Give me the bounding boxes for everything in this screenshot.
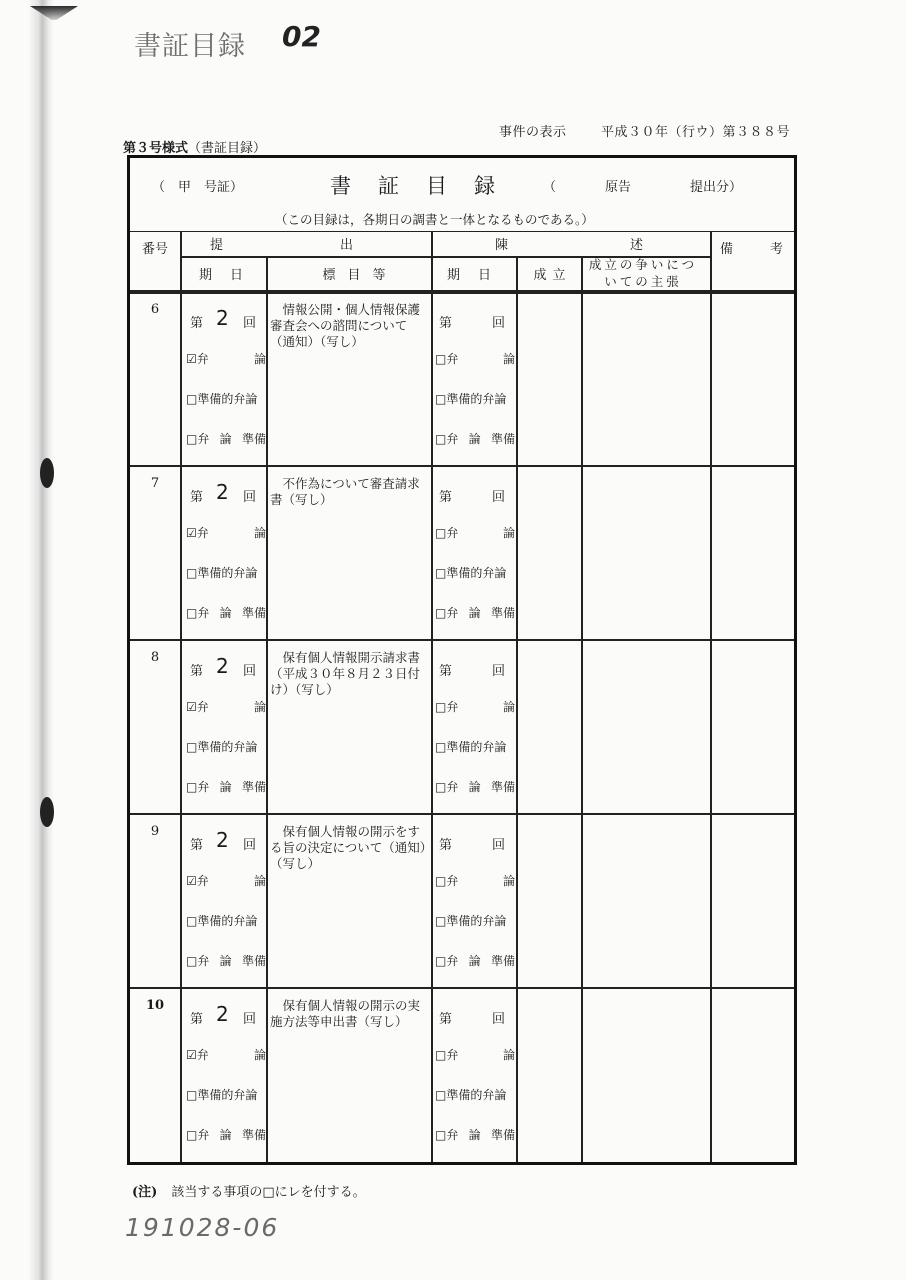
exhibit-number: 7 (150, 476, 160, 491)
exhibit-number: 6 (150, 302, 160, 317)
statement-session-dai: 第 (439, 1012, 453, 1027)
col-submit-2: 出 (340, 238, 354, 253)
statement-checkbox-preparation[interactable]: □弁 論 準備 (435, 606, 515, 620)
checkbox-preparation[interactable]: □弁 論 準備 (186, 780, 266, 794)
checkbox-oral-argument[interactable]: ☑弁 論 (186, 526, 266, 540)
col-date: 期日 (198, 268, 261, 283)
statement-checkbox-oral[interactable]: □弁 論 (435, 1048, 515, 1062)
footer-text: 該当する事項の□にレを付する。 (171, 1185, 366, 1200)
checkbox-preparatory-oral[interactable]: □準備的弁論 (186, 566, 258, 580)
exhibit-number: 9 (150, 824, 160, 839)
session-kai: 回 (243, 1012, 257, 1027)
statement-checkbox-oral[interactable]: □弁 論 (435, 352, 515, 366)
session-number: 2 (216, 306, 229, 330)
statement-checkbox-preparatory[interactable]: □準備的弁論 (435, 392, 507, 406)
exhibit-title: 保有個人情報開示請求書（平成３０年８月２３日付け）（写し） (270, 650, 421, 697)
footer-mark: (注) (132, 1185, 158, 1200)
table-row (130, 292, 794, 466)
exhibit-table (127, 155, 797, 1165)
session-kai: 回 (243, 490, 257, 505)
session-dai: 第 (190, 664, 204, 679)
case-number: 平成３０年（行ウ）第３８８号 (601, 125, 791, 140)
col-statement-2: 述 (630, 238, 644, 253)
statement-checkbox-preparatory[interactable]: □準備的弁論 (435, 1088, 507, 1102)
handwritten-number: 02 (282, 20, 321, 53)
statement-session-kai: 回 (492, 838, 506, 853)
exhibit-title: 情報公開・個人情報保護審査会への諮問について（通知）（写し） (270, 302, 421, 349)
binding-shadow (28, 0, 54, 1280)
session-kai: 回 (243, 838, 257, 853)
statement-session-kai: 回 (492, 664, 506, 679)
session-kai: 回 (243, 316, 257, 331)
session-number: 2 (216, 480, 229, 504)
statement-checkbox-preparatory[interactable]: □準備的弁論 (435, 566, 507, 580)
statement-checkbox-preparatory[interactable]: □準備的弁論 (435, 740, 507, 754)
statement-session-kai: 回 (492, 1012, 506, 1027)
table-row (130, 814, 794, 988)
col-dispute: 成立の争いについての主張 (588, 257, 698, 289)
punch-hole (40, 458, 54, 488)
checkbox-oral-argument[interactable]: ☑弁 論 (186, 352, 266, 366)
case-label: 事件の表示 (499, 125, 567, 140)
statement-checkbox-preparation[interactable]: □弁 論 準備 (435, 954, 515, 968)
session-number: 2 (216, 1002, 229, 1026)
checkbox-preparation[interactable]: □弁 論 準備 (186, 606, 266, 620)
party: 原告 (605, 180, 632, 195)
checkbox-preparatory-oral[interactable]: □準備的弁論 (186, 740, 258, 754)
statement-checkbox-oral[interactable]: □弁 論 (435, 700, 515, 714)
session-number: 2 (216, 828, 229, 852)
col-date-statement: 期日 (446, 268, 509, 283)
session-dai: 第 (190, 490, 204, 505)
session-number: 2 (216, 654, 229, 678)
col-remarks-2: 考 (770, 242, 784, 257)
punch-hole (40, 797, 54, 827)
checkbox-oral-argument[interactable]: ☑弁 論 (186, 874, 266, 888)
exhibit-number: 8 (150, 650, 160, 665)
submission-label: 提出分） (690, 180, 743, 195)
col-title: 標目等 (322, 268, 398, 283)
col-remarks-1: 備 (720, 242, 734, 257)
form-label (123, 137, 266, 156)
table-row (130, 640, 794, 814)
checkbox-preparatory-oral[interactable]: □準備的弁論 (186, 392, 258, 406)
footer-note (132, 1181, 366, 1200)
checkbox-mark: ☑ (186, 352, 197, 366)
statement-checkbox-preparation[interactable]: □弁 論 準備 (435, 1128, 515, 1142)
checkbox-preparatory-oral[interactable]: □準備的弁論 (186, 1088, 258, 1102)
exhibit-title: 保有個人情報の開示の実施方法等申出書（写し） (270, 998, 421, 1029)
checkbox-mark: ☑ (186, 1048, 197, 1062)
statement-checkbox-oral[interactable]: □弁 論 (435, 526, 515, 540)
col-number: 番号 (141, 242, 168, 257)
checkbox-preparation[interactable]: □弁 論 準備 (186, 432, 266, 446)
party-open: （ (543, 180, 557, 195)
checkbox-mark: ☑ (186, 526, 197, 540)
handwritten-code: 191028-06 (125, 1213, 280, 1242)
document-title: 書証目録 (330, 174, 522, 198)
exhibit-prefix: （ 甲 号証） (152, 180, 244, 195)
exhibit-title: 不作為について審査請求書（写し） (270, 476, 420, 507)
checkbox-preparatory-oral[interactable]: □準備的弁論 (186, 914, 258, 928)
form-name: （書証目録） (188, 141, 267, 156)
statement-session-dai: 第 (439, 490, 453, 505)
checkbox-oral-argument[interactable]: ☑弁 論 (186, 700, 266, 714)
table-note: （この目録は，各期日の調書と一体となるものである。） (275, 212, 594, 227)
checkbox-mark: ☑ (186, 874, 197, 888)
statement-checkbox-preparation[interactable]: □弁 論 準備 (435, 432, 515, 446)
session-dai: 第 (190, 838, 204, 853)
statement-session-kai: 回 (492, 316, 506, 331)
statement-checkbox-preparation[interactable]: □弁 論 準備 (435, 780, 515, 794)
col-submit-1: 提 (210, 238, 224, 253)
checkbox-preparation[interactable]: □弁 論 準備 (186, 954, 266, 968)
statement-session-kai: 回 (492, 490, 506, 505)
session-dai: 第 (190, 1012, 204, 1027)
handwritten-title: 書証目録 (134, 31, 246, 62)
statement-checkbox-oral[interactable]: □弁 論 (435, 874, 515, 888)
statement-session-dai: 第 (439, 664, 453, 679)
session-dai: 第 (190, 316, 204, 331)
col-statement-1: 陳 (495, 238, 509, 253)
table-row (130, 466, 794, 640)
checkbox-mark: ☑ (186, 700, 197, 714)
exhibit-title: 保有個人情報の開示をする旨の決定について（通知）（写し） (270, 824, 427, 871)
statement-checkbox-preparatory[interactable]: □準備的弁論 (435, 914, 507, 928)
checkbox-preparation[interactable]: □弁 論 準備 (186, 1128, 266, 1142)
checkbox-oral-argument[interactable]: ☑弁 論 (186, 1048, 266, 1062)
col-established: 成立 (533, 268, 572, 283)
form-number: 第３号様式 (123, 141, 189, 156)
table-header (130, 158, 794, 232)
exhibit-number: 10 (145, 998, 165, 1013)
statement-session-dai: 第 (439, 838, 453, 853)
table-row (130, 988, 794, 1162)
session-kai: 回 (243, 664, 257, 679)
statement-session-dai: 第 (439, 316, 453, 331)
